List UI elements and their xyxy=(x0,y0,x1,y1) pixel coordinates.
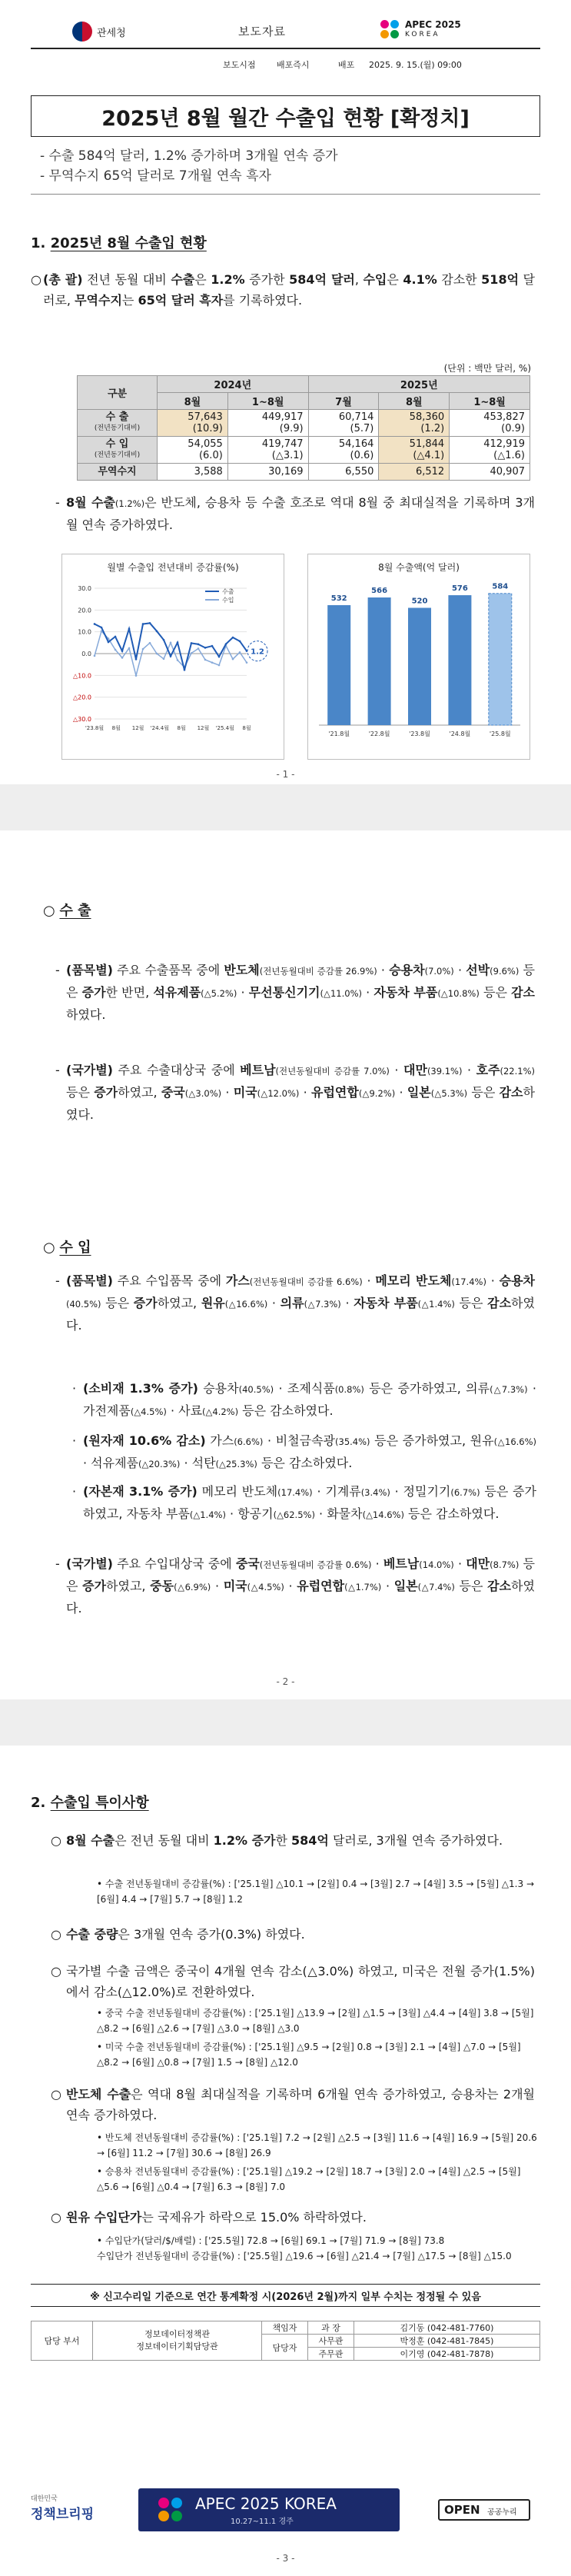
row-label: 수 출 (전년동기대비) xyxy=(78,410,158,437)
contact-role: 사무관 xyxy=(308,2335,354,2348)
page-2 xyxy=(0,830,571,1699)
exports-heading: ○ 수 출 xyxy=(43,903,91,919)
row-label: 수 입 (전년동기대비) xyxy=(78,437,158,464)
data-point xyxy=(156,631,158,633)
release-date: 2025. 9. 15.(월) 09:00 xyxy=(369,60,462,70)
year-2025-header: 2025년 xyxy=(308,376,530,393)
note-line: 수입단가 전년동월대비 증감률(%) : ['25.5월] △19.6 → [6월] △21.4 → [7월] △17.5 → [8월] △15.0 xyxy=(97,2251,512,2261)
special-item-1-notes xyxy=(97,1876,543,1907)
table-cell: 453,827 (0.9) xyxy=(450,410,530,437)
data-point xyxy=(149,642,151,644)
special-item-4-notes xyxy=(97,2130,543,2195)
table-cell: 449,917 (9.9) xyxy=(227,410,308,437)
annotation-label: 1.2 xyxy=(251,647,264,657)
bar xyxy=(448,595,471,725)
data-point xyxy=(177,659,179,661)
bar-value-label: 576 xyxy=(451,584,468,594)
bar xyxy=(327,605,350,725)
imports-by-country: - (국가별) 주요 수입대상국 중에 중국(전년동월대비 증감률 0.6%) · 베트남(14.0%) · 대만(8.7%) 등은 증가하였고, 중동(△6.9%) · 미국(△4.5%) · 유럽연합(△1.7%) · 일본(△7.4%) 등은 감소하였다. xyxy=(55,1556,535,1616)
bar xyxy=(489,594,512,725)
y-tick-label: 30.0 xyxy=(78,585,91,592)
ministry-name: 관세청 xyxy=(97,28,126,39)
contact-role: 주무관 xyxy=(308,2348,354,2361)
table-cell: 60,714 (5.7) xyxy=(308,410,379,437)
data-point xyxy=(177,641,179,644)
note-line: • 중국 수출 전년동월대비 증감률(%) : ['25.1월] △13.9 → [2월] △1.5 → [3월] △4.4 → [4월] 3.8 → [5월] △8.2 → [6월] △2.6 → [7월] △3.0 → [8월] △3.0 xyxy=(97,2008,534,2034)
bar-value-label: 532 xyxy=(330,594,347,603)
policy-briefing-logo: 대한민국 정책브리핑 xyxy=(31,2495,95,2522)
y-tick-label: △30.0 xyxy=(73,716,91,723)
data-point xyxy=(246,661,248,664)
apec-wordmark: APEC 2025 KOREA xyxy=(405,19,461,38)
page-gap xyxy=(0,1699,571,1746)
apec-banner-icon xyxy=(158,2498,183,2522)
note-line: • 수출 전년동월대비 증감률(%) : ['25.1월] △10.1 → [2월] 0.4 → [3월] 2.7 → [4월] 3.5 → [5월] △1.3 → [6월] 4.4 → [7월] 5.7 → [8월] 1.2 xyxy=(97,1879,534,1905)
table-row xyxy=(78,464,530,481)
exports-by-country: - (국가별) 주요 수출대상국 중에 베트남(전년동월대비 증감률 7.0%) · 대만(39.1%) · 호주(22.1%) 등은 증가하였고, 중국(△3.0%) · 미국(△12.0%) · 유럽연합(△9.2%) · 일본(△5.3%) 등은 감소하였다. xyxy=(55,1063,536,1122)
y-tick-label: 0.0 xyxy=(81,651,91,657)
bar xyxy=(368,597,391,725)
apec-logo-icon xyxy=(380,20,400,40)
month-header: 7월 xyxy=(308,393,379,410)
table-row xyxy=(78,410,530,437)
page-title: 2025년 8월 월간 수출입 현황 [확정치] xyxy=(31,95,540,137)
y-tick-label: △20.0 xyxy=(73,694,91,701)
table-cell: 40,907 xyxy=(450,464,530,481)
export-amount-chart xyxy=(307,554,530,760)
data-point xyxy=(211,661,214,664)
data-point xyxy=(108,641,110,644)
data-point xyxy=(135,674,138,677)
table-cell: 54,164 (0.6) xyxy=(308,437,379,464)
data-point xyxy=(198,647,200,650)
imports-heading: ○ 수 입 xyxy=(43,1240,91,1256)
page-number: - 1 - xyxy=(276,769,295,780)
dept-name: 정보데이터정책관 정보데이터기획담당관 xyxy=(93,2321,262,2361)
data-point xyxy=(121,650,124,652)
data-point xyxy=(204,647,207,649)
contact-table xyxy=(31,2321,540,2361)
contact-name: 박정훈 (042-481-7845) xyxy=(354,2335,540,2348)
person-label: 담당자 xyxy=(262,2335,308,2361)
summary xyxy=(40,146,338,186)
data-point xyxy=(184,669,186,671)
data-point xyxy=(156,653,158,655)
overview-paragraph: ○ (총 괄) 전년 동월 대비 수출은 1.2% 증가한 584억 달러, 수입은 4.1% 감소한 518억 달러로, 무역수지는 65억 달러 흑자를 기록하였다. xyxy=(31,272,536,308)
bar xyxy=(408,607,431,725)
chart-title: 8월 수출액(억 달러) xyxy=(378,562,460,573)
data-point xyxy=(170,655,172,657)
dept-label: 담당 부서 xyxy=(32,2321,93,2361)
table-cell: 3,588 xyxy=(158,464,228,481)
data-point xyxy=(163,639,165,641)
x-tick-label: '22.8월 xyxy=(368,731,390,737)
data-point xyxy=(142,648,144,651)
contact-name: 김기동 (042-481-7760) xyxy=(354,2321,540,2335)
responsible-label: 책임자 xyxy=(262,2321,308,2335)
contact-role: 과 장 xyxy=(308,2321,354,2335)
x-tick-label: '23.8월 xyxy=(409,731,430,737)
data-point xyxy=(239,641,241,643)
distribution-label: 배포즉시 xyxy=(277,60,310,70)
page-1 xyxy=(0,0,571,784)
series-line-수출 xyxy=(95,623,247,670)
data-point xyxy=(163,658,165,661)
data-point xyxy=(204,659,207,661)
row-label: 무역수지 xyxy=(78,464,158,481)
table-cell: 51,844 (△4.1) xyxy=(379,437,450,464)
summary-line: - 수출 584억 달러, 1.2% 증가하며 3개월 연속 증가 xyxy=(40,148,338,164)
x-tick-label: '24.8월 xyxy=(449,731,471,737)
y-tick-label: 20.0 xyxy=(78,607,91,614)
data-point xyxy=(232,658,234,661)
month-header: 8월 xyxy=(158,393,228,410)
x-tick-label: '21.8월 xyxy=(328,731,350,737)
press-release-label: 보도자료 xyxy=(238,25,286,38)
bar-value-label: 520 xyxy=(411,597,428,606)
data-point xyxy=(128,647,131,650)
x-tick-label: '25.8월 xyxy=(489,731,511,737)
data-point xyxy=(135,658,138,661)
page-gap xyxy=(0,784,571,830)
data-point xyxy=(94,655,96,657)
open-license-logo: OPEN 공공누리 xyxy=(438,2499,530,2521)
page-number: - 2 - xyxy=(276,1676,295,1687)
special-item-5: ○ 원유 수입단가는 국제유가 하락으로 15.0% 하락하였다. xyxy=(51,2210,367,2225)
table-cell: 58,360 (1.2) xyxy=(379,410,450,437)
legend-label: 수입 xyxy=(222,597,234,604)
chart-title: 월별 수출입 전년대비 증감률(%) xyxy=(107,562,239,573)
data-point xyxy=(191,652,193,654)
special-item-3: ○ 국가별 수출 금액은 중국이 4개월 연속 감소(△3.0%) 하였고, 미국은 전월 증가(1.5%)에서 감소(△12.0%)로 전환하였다. xyxy=(51,1964,535,1999)
table-cell: 6,512 xyxy=(379,464,450,481)
bar-value-label: 566 xyxy=(371,586,388,595)
x-tick-label: 12월 xyxy=(197,725,210,731)
data-point xyxy=(101,627,103,629)
section-2-title: 2. 수출입 특이사항 xyxy=(31,1795,149,1811)
table-row xyxy=(78,437,530,464)
x-tick-label: 8월 xyxy=(111,725,121,731)
col-header: 구분 xyxy=(78,376,158,410)
exports-by-item: - (품목별) 주요 수출품목 중에 반도체(전년동월대비 증감률 26.9%) · 승용차(7.0%) · 선박(9.6%) 등은 증가한 반면, 석유제품(△5.2%) · 무선통신기기(△11.0%) · 자동차 부품(△10.8%) 등은 감소하였다. xyxy=(55,963,535,1022)
imports-capital-goods: · (자본재 3.1% 증가) 메모리 반도체(17.4%) · 기계류(3.4%) · 정밀기기(6.7%) 등은 증가하였고, 자동차 부품(△1.4%) · 항공기(△62.5%) · 화물차(△14.6%) 등은 감소하였다. xyxy=(72,1484,536,1521)
data-point xyxy=(225,643,227,645)
data-point xyxy=(218,656,221,658)
data-point xyxy=(232,637,234,639)
release-meta xyxy=(31,55,540,74)
summary-line: - 무역수지 65억 달러로 7개월 연속 흑자 xyxy=(40,168,271,184)
year-2024-header: 2024년 xyxy=(158,376,309,393)
growth-rate-chart xyxy=(61,554,284,760)
data-point xyxy=(121,657,124,659)
data-point xyxy=(115,649,117,651)
table-cell: 412,919 (△1.6) xyxy=(450,437,530,464)
month-header: 8월 xyxy=(379,393,450,410)
month-header: 1~8월 xyxy=(450,393,530,410)
note-line: • 승용차 전년동월대비 증감률(%) : ['25.1월] △19.2 → [2월] 18.7 → [3월] 2.0 → [4월] △2.5 → [5월] △5.6 → [6월] △0.4 → [7월] 6.3 → [8월] 7.0 xyxy=(97,2166,521,2192)
special-item-3-notes xyxy=(97,2005,543,2070)
government-emblem-icon xyxy=(72,22,92,42)
data-point xyxy=(94,623,96,625)
table-cell: 57,643 (10.9) xyxy=(158,410,228,437)
x-tick-label: 8월 xyxy=(177,725,186,731)
note-line: • 미국 수출 전년동월대비 증감률(%) : ['25.1월] △9.5 → [2월] 0.8 → [3월] 2.1 → [4월] △7.0 → [5월] △8.2 → [6월] △0.8 → [7월] 1.5 → [8월] △12.0 xyxy=(97,2042,521,2068)
bar-value-label: 584 xyxy=(492,582,509,591)
document-header xyxy=(31,17,540,46)
trade-summary-table xyxy=(77,375,530,481)
special-item-5-notes xyxy=(97,2233,543,2264)
header-divider xyxy=(31,48,540,49)
imports-consumer: · (소비재 1.3% 증가) 승용차(40.5%) · 조제식품(0.8%) 등은 증가하였고, 의류(△7.3%) · 가전제품(△4.5%) · 사료(△4.2%) 등은 감소하였다. xyxy=(72,1381,536,1418)
imports-by-item: - (품목별) 주요 수입품목 중에 가스(전년동월대비 증감률 6.6%) · 메모리 반도체(17.4%) · 승용차(40.5%) 등은 증가하였고, 원유(△16.6%) · 의류(△7.3%) · 자동차 부품(△1.4%) 등은 감소하였다. xyxy=(55,1273,535,1333)
note-line: • 반도체 전년동월대비 증감률(%) : ['25.1월] 7.2 → [2월] △2.5 → [3월] 11.6 → [4월] 16.9 → [5월] 20.6 → [6월] 11.2 → [7월] 30.6 → [8월] 26.9 xyxy=(97,2132,537,2158)
data-point xyxy=(115,636,117,638)
data-point xyxy=(239,651,241,654)
legend-label: 수출 xyxy=(222,588,234,595)
data-point xyxy=(198,644,200,646)
table-unit: (단위 : 백만 달러, %) xyxy=(443,363,531,374)
x-tick-label: '24.4월 xyxy=(150,725,169,731)
special-item-1: ○ 8월 수출은 전년 동월 대비 1.2% 증가한 584억 달러로, 3개월 연속 증가하였다. xyxy=(51,1833,503,1848)
imports-raw-materials: · (원자재 10.6% 감소) 가스(6.6%) · 비철금속광(35.4%) 등은 증가하였고, 원유(△16.6%) · 석유제품(△20.3%) · 석탄(△25.3%) 등은 감소하였다. xyxy=(72,1433,537,1470)
contact-name: 이기영 (042-481-7878) xyxy=(354,2348,540,2361)
data-point xyxy=(211,645,214,647)
data-point xyxy=(170,642,172,644)
export-note: - 8월 수출(1.2%)은 반도체, 승용차 등 수출 호조로 역대 8월 중 최대실적을 기록하며 3개월 연속 증가하였다. xyxy=(55,495,535,532)
table-cell: 30,169 xyxy=(227,464,308,481)
table-cell: 419,747 (△3.1) xyxy=(227,437,308,464)
x-tick-label: 8월 xyxy=(242,725,251,731)
bar-chart-svg xyxy=(308,574,530,759)
data-point xyxy=(149,622,151,624)
page-3 xyxy=(0,1746,571,2576)
x-tick-label: 12월 xyxy=(131,725,144,731)
data-point xyxy=(142,623,144,625)
line-chart-svg xyxy=(62,574,284,759)
data-point xyxy=(218,664,221,667)
page-number: - 3 - xyxy=(276,2553,295,2564)
note-line: • 수입단가(달러/$/배럴) : ['25.5월] 72.8 → [6월] 69.1 → [7월] 71.9 → [8월] 73.8 xyxy=(97,2235,445,2246)
special-item-2: ○ 수출 중량은 3개월 연속 증가(0.3%) 하였다. xyxy=(51,1927,305,1942)
table-cell: 54,055 (6.0) xyxy=(158,437,228,464)
x-tick-label: '25.4월 xyxy=(215,725,234,731)
data-point xyxy=(191,642,193,644)
y-tick-label: △10.0 xyxy=(73,672,91,680)
revision-notice: ※ 신고수리일 기준으로 연간 통계확정 시(2026년 2월)까지 일부 수치는 정정될 수 있음 xyxy=(31,2284,540,2307)
summary-divider xyxy=(31,194,540,195)
month-header: 1~8월 xyxy=(227,393,308,410)
table-cell: 6,550 xyxy=(308,464,379,481)
section-1-title: 1. 2025년 8월 수출입 현황 xyxy=(31,235,207,251)
data-point xyxy=(128,627,131,630)
special-item-4: ○ 반도체 수출은 역대 8월 최대실적을 기록하며 6개월 연속 증가하였고, 승용차는 2개월 연속 증가하였다. xyxy=(51,2087,535,2122)
x-tick-label: '23.8월 xyxy=(85,725,105,731)
apec-banner: APEC 2025 KOREA 10.27~11.1 경주 xyxy=(138,2488,400,2531)
release-label: 배포 xyxy=(338,60,355,70)
embargo-label: 보도시점 xyxy=(223,60,256,70)
y-tick-label: 10.0 xyxy=(78,628,91,636)
